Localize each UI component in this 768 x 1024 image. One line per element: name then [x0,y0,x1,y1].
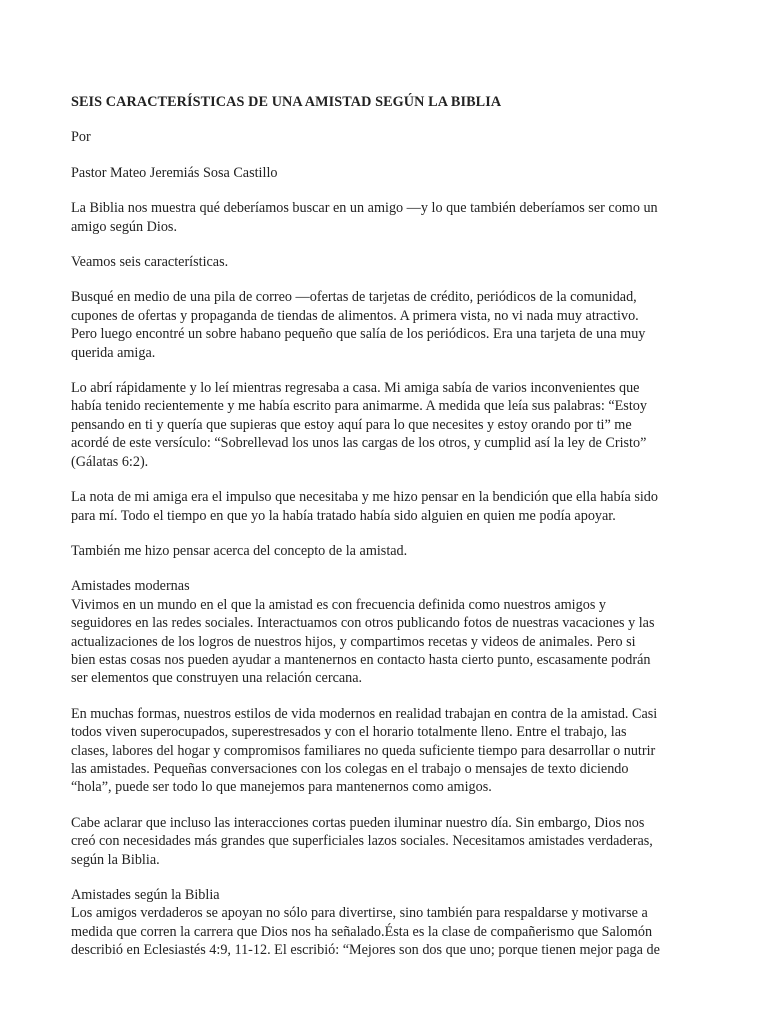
text-line: La nota de mi amiga era el impulso que necesitaba y me hizo pensar en la bendición que ella había sido [71,489,658,506]
byline-label: Por [71,129,91,146]
section-heading-modern: Amistades modernas [71,578,190,595]
section-heading-biblical: Amistades según la Biblia [71,887,220,903]
document-page [71,93,695,960]
text-line: las amistades. Pequeñas conversaciones con los colegas en el trabajo o mensajes de texto diciendo [71,760,629,777]
text-line: La Biblia nos muestra qué deberíamos buscar en un amigo —y lo que también deberíamos ser como un [71,200,658,217]
text-line: “hola”, puede ser todo lo que manejemos para mantenernos como amigos. [71,779,492,796]
text-line: todos viven superocupados, superestresados y con el horario totalmente lleno. Entre el trabajo, las [71,724,627,741]
text-line: describió en Eclesiastés 4:9, 11-12. El escribió: “Mejores son dos que uno; porque tienen mejor paga de [71,942,660,959]
text-line: según la Biblia. [71,851,160,868]
text-line: pensando en ti y quería que supieras que estoy aquí para lo que necesites y estoy orando por ti” me [71,416,632,433]
text-line: creó con necesidades más grandes que superficiales lazos sociales. Necesitamos amistades verdaderas, [71,833,653,850]
paragraph-friendship-concept [71,542,695,560]
paragraph-modern-lifestyles [71,705,695,797]
document-title: SEIS CARACTERÍSTICAS DE UNA AMISTAD SEGÚN LA BIBLIA [71,94,502,110]
text-line: bien estas cosas nos pueden ayudar a mantenernos en contacto hasta cierto punto, escasamente podrán [71,651,651,668]
text-line: Vivimos en un mundo en el que la amistad es con frecuencia definida como nuestros amigos y [71,596,606,613]
text-line: cupones de ofertas y propaganda de tiendas de alimentos. A primera vista, no vi nada muy atractivo. [71,307,639,324]
text-line: ser elementos que construyen una relación cercana. [71,670,363,687]
text-line: Veamos seis características. [71,254,229,271]
text-line: para mí. Todo el tiempo en que yo la había tratado había sido alguien en quien me podía apoyar. [71,507,616,524]
paragraph-note-impulse [71,488,695,525]
paragraph-mail-pile [71,288,695,362]
text-line: Pero luego encontré un sobre habano pequeño que salía de los periódicos. Era una tarjeta de una muy [71,326,646,343]
text-line: Los amigos verdaderos se apoyan no sólo para divertirse, sino también para respaldarse y motivarse a [71,905,648,922]
text-line: (Gálatas 6:2). [71,453,149,470]
paragraph-social-networks [71,596,695,688]
author-name: Pastor Mateo Jeremiás Sosa Castillo [71,164,278,181]
paragraph-opened-card [71,379,695,471]
text-line: actualizaciones de los logros de nuestros hijos, y compartimos recetas y videos de animales. Pero si [71,633,636,650]
paragraph-intro [71,199,695,236]
text-line: Busqué en medio de una pila de correo —ofertas de tarjetas de crédito, periódicos de la comunidad, [71,289,637,306]
text-line: amigo según Dios. [71,218,178,235]
text-line: También me hizo pensar acerca del concepto de la amistad. [71,542,408,559]
text-line: acordé de este versículo: “Sobrellevad los unos las cargas de los otros, y cumplid así la ley de Cristo” [71,435,647,452]
paragraph-true-friends [71,904,695,959]
paragraph-short-interactions [71,814,695,869]
paragraph-six-characteristics [71,253,695,271]
text-line: querida amiga. [71,344,156,361]
text-line: medida que corren la carrera que Dios nos ha señalado.Ésta es la clase de compañerismo que Salomón [71,923,653,940]
text-line: Cabe aclarar que incluso las interacciones cortas pueden iluminar nuestro día. Sin embargo, Dios nos [71,814,645,831]
text-line: En muchas formas, nuestros estilos de vida modernos en realidad trabajan en contra de la amistad. Casi [71,705,658,722]
text-line: Lo abrí rápidamente y lo leí mientras regresaba a casa. Mi amiga sabía de varios inconvenientes que [71,380,640,397]
text-line: seguidores en las redes sociales. Interactuamos con otros publicando fotos de nuestras vacaciones y las [71,615,655,632]
text-line: había tenido recientemente y me había escrito para animarme. A medida que leía sus palabras: “Estoy [71,398,647,415]
text-line: clases, labores del hogar y compromisos familiares no queda suficiente tiempo para desarrollar o nutrir [71,742,656,759]
